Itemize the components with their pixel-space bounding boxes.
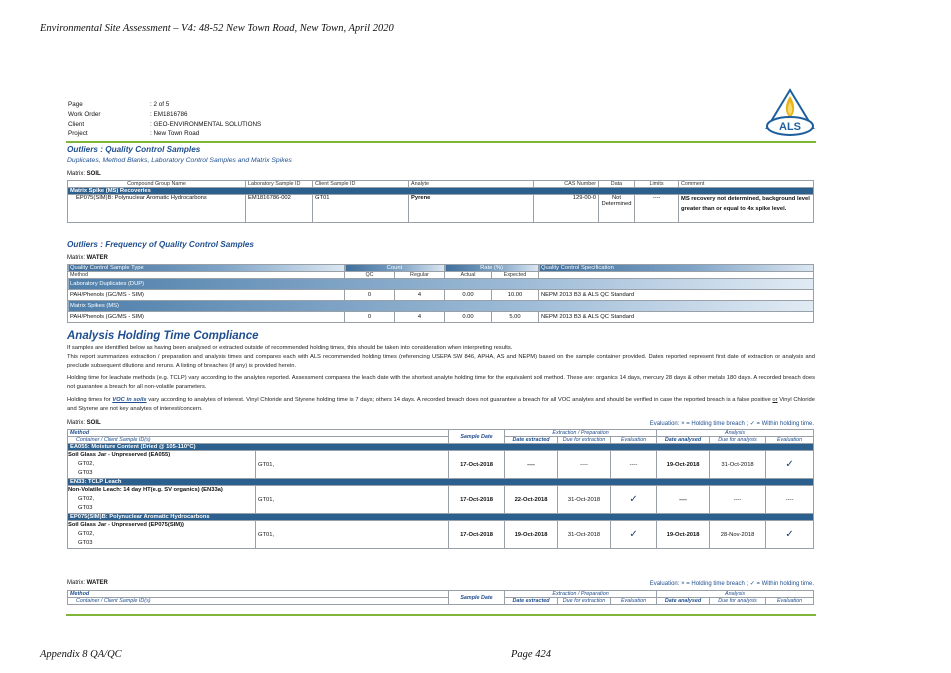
matrix-value: WATER — [86, 580, 108, 586]
sample-id: GT03 — [78, 505, 93, 511]
cell-ids: GT01, — [256, 486, 449, 514]
cell-date-analysed: 19-Oct-2018 — [657, 451, 710, 479]
band-label: EP075(SIM)B: Polynuclear Aromatic Hydrocarbons — [68, 514, 814, 521]
table-header-row — [68, 265, 814, 272]
meta-value: : New Town Road — [150, 130, 200, 138]
voc-in-soils-link[interactable]: VOC in soils — [112, 397, 147, 403]
evaluation-legend: Evaluation: × = Holding time breach ; ✓ = Within holding time. — [649, 421, 814, 427]
column-header: Quality Control Sample Type — [68, 265, 345, 272]
document-running-header: Environmental Site Assessment – V4: 48-52 New Town Road, New Town, April 2020 — [40, 23, 394, 34]
para-text: Vinyl Chloride and Styrene are not key analytes of interest/concern. — [67, 397, 815, 412]
column-header: Evaluation — [611, 598, 657, 605]
column-header: Due for extraction — [558, 598, 611, 605]
column-header: Actual — [445, 272, 492, 279]
logo-text: ALS — [779, 121, 801, 133]
cell-group: EP075(SIM)B: Polynuclear Aromatic Hydrocarbons — [68, 195, 246, 223]
cell-ids: GT01, — [256, 451, 449, 479]
section-band — [68, 514, 814, 521]
sample-id: GT02, — [78, 461, 95, 467]
sample-id: GT03 — [78, 540, 93, 546]
check-icon: ✓ — [611, 486, 657, 514]
column-header: Analyte — [409, 181, 534, 188]
column-header: Analysis — [657, 430, 814, 437]
column-header: Count — [345, 265, 445, 272]
meta-key: Project — [68, 130, 88, 138]
meta-value: : GEO-ENVIRONMENTAL SOLUTIONS — [150, 120, 262, 128]
check-icon: ✓ — [766, 451, 814, 479]
para-text: vary according to analytes of interest. Vinyl Chloride and Styrene holding time is 7 days; others 14 days. A recorded breach does not guarantee a breach for all VOC analytes and should be verified in case the reported breach is a false positive — [148, 397, 771, 403]
check-icon: ✓ — [611, 521, 657, 549]
column-header: Analysis — [657, 591, 814, 598]
column-header: Rate (%) — [445, 265, 539, 272]
qc-frequency-title: Outliers : Frequency of Quality Control Samples — [67, 240, 254, 249]
cell-comment: MS recovery not determined, background level greater than or equal to 4x spike level. — [679, 195, 814, 223]
holding-water-matrix — [67, 580, 108, 586]
holding-time-para-1: If samples are identified below as having been analysed or extracted outside of recommended holding times, this should be taken into consideration when interpreting results. — [67, 345, 513, 351]
table-subheader-row — [68, 598, 814, 605]
table-row — [68, 451, 814, 479]
table-header-row — [68, 430, 814, 437]
table-row — [68, 521, 814, 549]
section-band — [68, 479, 814, 486]
column-header: Extraction / Preparation — [505, 591, 657, 598]
sample-id: GT02, — [78, 496, 95, 502]
report-meta — [68, 100, 261, 139]
cell-actual: 0.00 — [445, 312, 492, 323]
qc-frequency-table — [67, 264, 814, 323]
band-label: Matrix Spikes (MS) — [68, 301, 814, 312]
matrix-label: Matrix: — [67, 255, 85, 261]
meta-client-row — [68, 120, 261, 130]
cell-sample-date: 17-Oct-2018 — [449, 521, 505, 549]
section-band — [68, 301, 814, 312]
holding-time-para-4 — [67, 396, 815, 414]
container-label: Soil Glass Jar - Unpreserved (EA055) — [68, 452, 171, 458]
column-header: Expected — [492, 272, 539, 279]
cell-regular: 4 — [395, 290, 445, 301]
column-header: Evaluation — [611, 437, 657, 444]
table-row — [68, 195, 814, 223]
divider — [66, 614, 816, 616]
column-header: Due for analysis — [710, 598, 766, 605]
cell-due-extraction: 31-Oct-2018 — [558, 486, 611, 514]
column-header: Sample Date — [449, 591, 505, 605]
cell-due-analysis: ---- — [710, 486, 766, 514]
cell-date-extracted: ---- — [505, 451, 558, 479]
cell-container — [68, 486, 256, 514]
cell-container — [68, 451, 256, 479]
column-header: Method — [68, 591, 449, 598]
sample-id: GT03 — [78, 470, 93, 476]
holding-time-para-3: Holding time for leachate methods (e.g. TCLP) vary according to the analytes reported. Assessment compares the leach date with the shortest analyte holding time for the equivalent soil method. These are: organics 14 days, mercury 28 days & other metals 180 days. A recorded breach does not guarantee a breach for all non-volatile parameters. — [67, 375, 815, 390]
cell-actual: 0.00 — [445, 290, 492, 301]
cell-sample-date: 17-Oct-2018 — [449, 451, 505, 479]
meta-page-row — [68, 100, 261, 110]
cell-expected: 5.00 — [492, 312, 539, 323]
band-label: Matrix Spike (MS) Recoveries — [68, 188, 814, 195]
qc-samples-subtitle: Duplicates, Method Blanks, Laboratory Control Samples and Matrix Spikes — [67, 157, 292, 164]
matrix-label: Matrix: — [67, 420, 85, 426]
matrix-label: Matrix: — [67, 171, 85, 177]
column-header: Evaluation — [766, 437, 814, 444]
column-header: CAS Number — [534, 181, 599, 188]
band-label: Laboratory Duplicates (DUP) — [68, 279, 814, 290]
container-label: Soil Glass Jar - Unpreserved (EP075(SIM)) — [68, 522, 184, 528]
cell-sample-date: 17-Oct-2018 — [449, 486, 505, 514]
band-label: EN33: TCLP Leach — [68, 479, 814, 486]
als-logo-icon — [764, 88, 816, 138]
section-band — [68, 188, 814, 195]
table-subheader-row — [68, 437, 814, 444]
cell-due-analysis: 31-Oct-2018 — [710, 451, 766, 479]
cell-date-analysed: ---- — [657, 486, 710, 514]
para-text: or — [772, 397, 778, 403]
column-header: Comment — [679, 181, 814, 188]
cell-due-analysis: 28-Nov-2018 — [710, 521, 766, 549]
column-header: Container / Client Sample ID(s) — [68, 598, 449, 605]
cell-lab-id: EM1816786-002 — [246, 195, 313, 223]
column-header — [539, 272, 814, 279]
footer-page-number: Page 424 — [511, 649, 551, 660]
qc-samples-table — [67, 180, 814, 223]
column-header: Method — [68, 272, 345, 279]
cell-eval-analysis: ---- — [766, 486, 814, 514]
column-header: Compound Group Name — [68, 181, 246, 188]
meta-key: Work Order — [68, 110, 101, 118]
column-header: Method — [68, 430, 449, 437]
als-logo — [764, 88, 816, 138]
cell-date-analysed: 19-Oct-2018 — [657, 521, 710, 549]
meta-project-row — [68, 129, 261, 139]
column-header: Data — [599, 181, 635, 188]
table-row — [68, 312, 814, 323]
cell-eval-extraction: ---- — [611, 451, 657, 479]
column-header: Due for extraction — [558, 437, 611, 444]
cell-qc: 0 — [345, 290, 395, 301]
column-header: Quality Control Specification — [539, 265, 814, 272]
meta-value: : 2 of 5 — [150, 101, 170, 108]
matrix-label: Matrix: — [67, 580, 85, 586]
column-header: Laboratory Sample ID — [246, 181, 313, 188]
cell-method: PAH/Phenols (GC/MS - SIM) — [68, 312, 345, 323]
holding-soil-matrix — [67, 420, 101, 426]
evaluation-legend: Evaluation: × = Holding time breach ; ✓ = Within holding time. — [649, 581, 814, 587]
meta-value: : EM1816786 — [150, 110, 188, 118]
table-header-row — [68, 591, 814, 598]
column-header: Date extracted — [505, 598, 558, 605]
sample-id: GT02, — [78, 531, 95, 537]
cell-limits: ---- — [635, 195, 679, 223]
column-header: QC — [345, 272, 395, 279]
cell-spec: NEPM 2013 B3 & ALS QC Standard — [539, 290, 814, 301]
column-header: Regular — [395, 272, 445, 279]
qc-samples-title: Outliers : Quality Control Samples — [67, 145, 201, 154]
qc-frequency-matrix — [67, 255, 108, 261]
section-band — [68, 444, 814, 451]
cell-data: Not Determined — [599, 195, 635, 223]
column-header: Limits — [635, 181, 679, 188]
cell-due-extraction: 31-Oct-2018 — [558, 521, 611, 549]
cell-cas: 129-00-0 — [534, 195, 599, 223]
column-header: Sample Date — [449, 430, 505, 444]
section-band — [68, 279, 814, 290]
column-header: Evaluation — [766, 598, 814, 605]
cell-analyte: Pyrene — [409, 195, 534, 223]
holding-time-title: Analysis Holding Time Compliance — [67, 330, 259, 342]
column-header: Due for analysis — [710, 437, 766, 444]
column-header: Client Sample ID — [313, 181, 409, 188]
column-header: Container / Client Sample ID(s) — [68, 437, 449, 444]
cell-date-extracted: 19-Oct-2018 — [505, 521, 558, 549]
cell-method: PAH/Phenols (GC/MS - SIM) — [68, 290, 345, 301]
cell-qc: 0 — [345, 312, 395, 323]
divider — [66, 141, 816, 143]
cell-regular: 4 — [395, 312, 445, 323]
matrix-value: SOIL — [86, 171, 101, 177]
meta-key: Page — [68, 101, 83, 108]
cell-due-extraction: ---- — [558, 451, 611, 479]
band-label: EA055: Moisture Content (Dried @ 105-110°C) — [68, 444, 814, 451]
qc-samples-matrix — [67, 171, 101, 177]
table-header-row — [68, 181, 814, 188]
holding-water-table — [67, 590, 814, 605]
container-label: Non-Volatile Leach: 14 day HT(e.g. SV organics) (EN33a) — [68, 487, 223, 493]
para-text: Holding times for — [67, 397, 111, 403]
cell-date-extracted: 22-Oct-2018 — [505, 486, 558, 514]
cell-ids: GT01, — [256, 521, 449, 549]
meta-work-order-row — [68, 110, 261, 120]
matrix-value: SOIL — [86, 420, 101, 426]
check-icon: ✓ — [766, 521, 814, 549]
holding-time-para-2: This report summarizes extraction / preparation and analysis times and compares each with ALS recommended holding times (referencing USEPA SW 846, APHA, AS and NEPM) based on the sample container provided. Dates reported represent first date of extraction or analysis and preclude subsequent dilutions and reruns. A listing of breaches (if any) is provided herein. — [67, 354, 815, 369]
matrix-value: WATER — [86, 255, 108, 261]
column-header: Date analysed — [657, 437, 710, 444]
table-row — [68, 290, 814, 301]
cell-expected: 10.00 — [492, 290, 539, 301]
holding-soil-table — [67, 429, 814, 549]
cell-client-id: GT01 — [313, 195, 409, 223]
cell-container — [68, 521, 256, 549]
table-subheader-row — [68, 272, 814, 279]
column-header: Date extracted — [505, 437, 558, 444]
column-header: Date analysed — [657, 598, 710, 605]
column-header: Extraction / Preparation — [505, 430, 657, 437]
table-row — [68, 486, 814, 514]
footer-appendix-label: Appendix 8 QA/QC — [40, 649, 122, 660]
cell-spec: NEPM 2013 B3 & ALS QC Standard — [539, 312, 814, 323]
meta-key: Client — [68, 120, 85, 128]
